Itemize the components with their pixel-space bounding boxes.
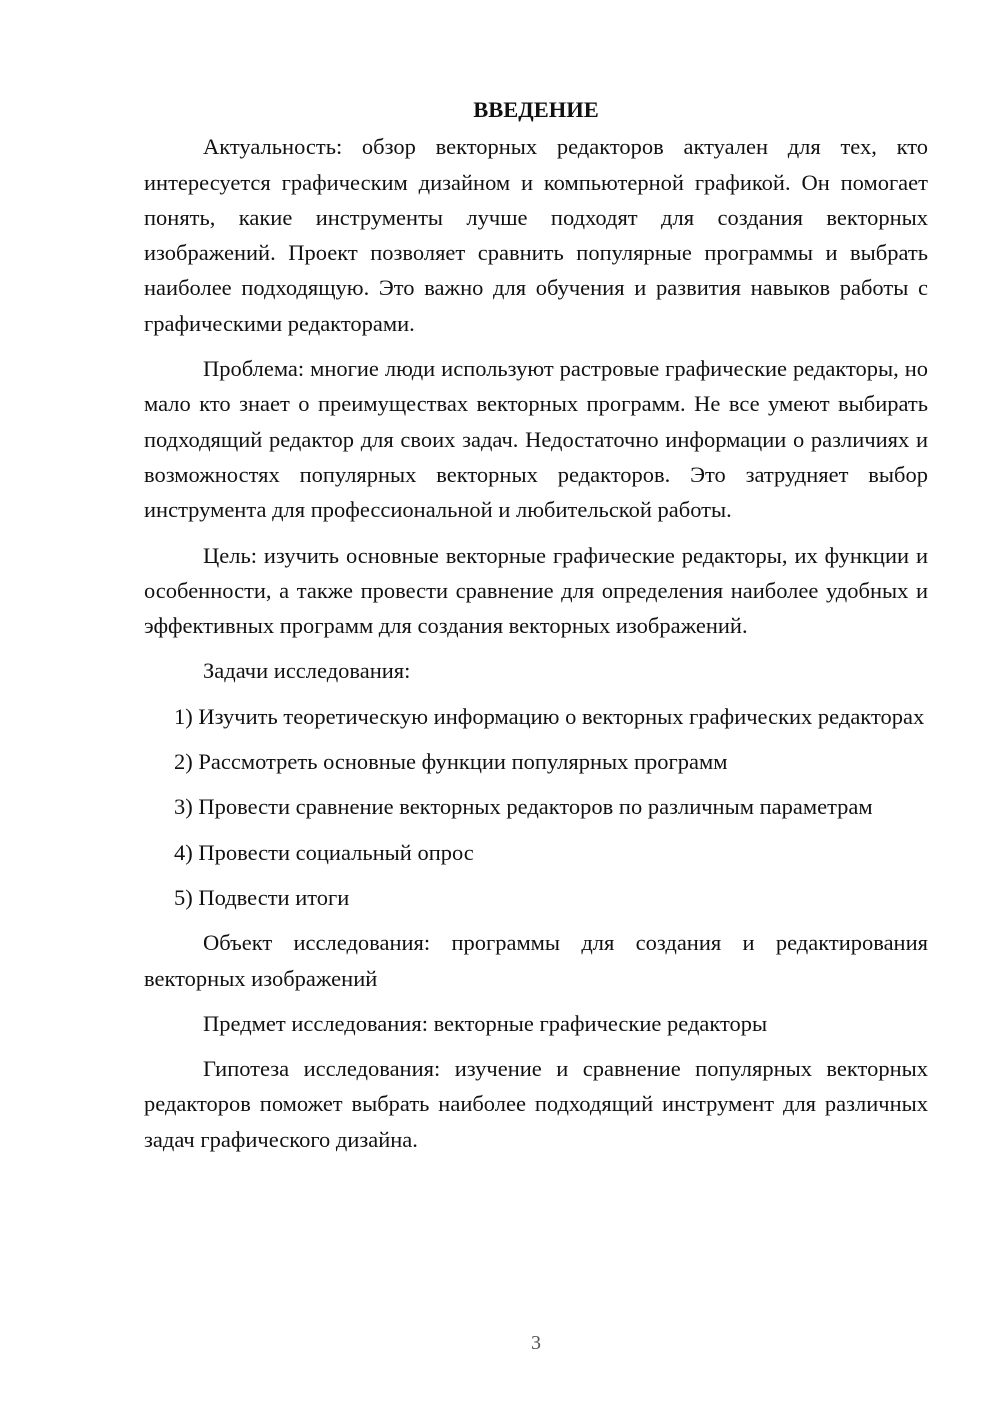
- page-number: 3: [531, 1332, 541, 1354]
- task-item-4: 4) Провести социальный опрос: [174, 839, 474, 865]
- task-item-1: 1) Изучить теоретическую информацию о векторных графических редакторах: [174, 703, 925, 729]
- paragraph-problem: Проблема: многие люди используют растровые графические редакторы, но мало кто знает о преимуществах векторных программ. Не все умеют выбирать подходящий редактор для своих задач. Недостаточно информации о различиях и возможностях популярных векторных редакторов. Это затрудняет выбор инструмента для профессиональной и любительской работы.: [144, 356, 928, 523]
- paragraph-tasks-heading: Задачи исследования:: [203, 658, 411, 684]
- paragraph-subject: Предмет исследования: векторные графические редакторы: [203, 1010, 768, 1036]
- task-item-3: 3) Провести сравнение векторных редакторов по различным параметрам: [174, 794, 873, 820]
- task-item-5: 5) Подвести итоги: [174, 884, 350, 910]
- paragraph-hypothesis: Гипотеза исследования: изучение и сравнение популярных векторных редакторов поможет выбрать наиболее подходящий инструмент для различных задач графического дизайна.: [144, 1056, 928, 1152]
- page-title: ВВЕДЕНИЕ: [473, 97, 599, 122]
- paragraph-object: Объект исследования: программы для создания и редактирования векторных изображений: [144, 930, 928, 991]
- paragraph-relevance: Актуальность: обзор векторных редакторов актуален для тех, кто интересуется графическим дизайном и компьютерной графикой. Он помогает понять, какие инструменты лучше подходят для создания векторных изображений. Проект позволяет сравнить популярные программы и выбрать наиболее подходящую. Это важно для обучения и развития навыков работы с графическими редакторами.: [144, 134, 928, 336]
- paragraph-goal: Цель: изучить основные векторные графические редакторы, их функции и особенности, а также провести сравнение для определения наиболее удобных и эффективных программ для создания векторных изображений.: [144, 542, 928, 639]
- page-content: [144, 92, 928, 1167]
- task-item-2: 2) Рассмотреть основные функции популярных программ: [174, 749, 728, 775]
